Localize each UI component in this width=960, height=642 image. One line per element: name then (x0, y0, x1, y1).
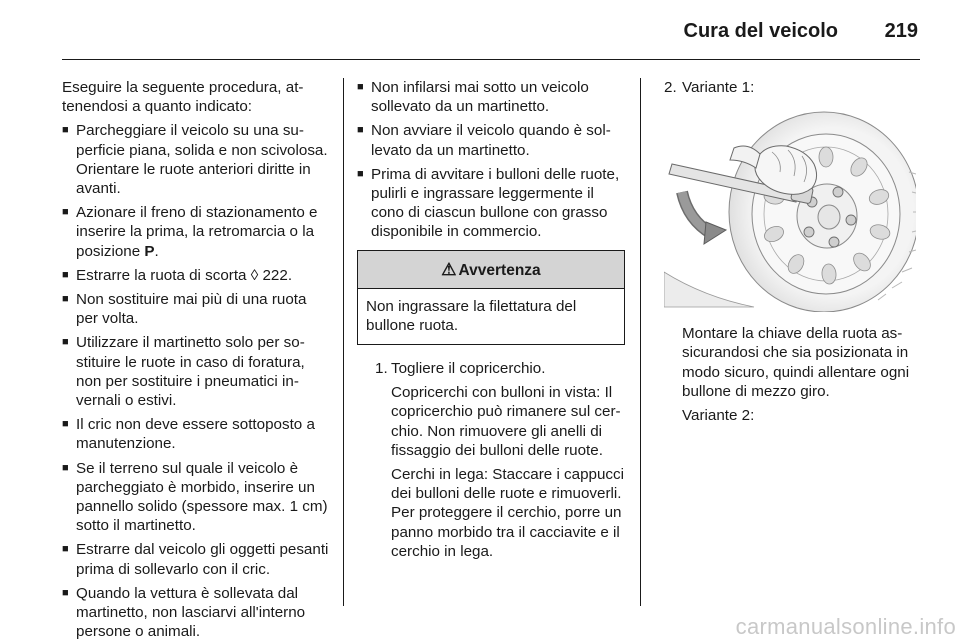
page-header (0, 0, 960, 62)
warning-icon: ⚠ (441, 259, 457, 279)
header-divider (62, 59, 920, 60)
wheel-wrench-illustration (664, 102, 916, 312)
step-number: 2. (664, 79, 677, 96)
list-item: ■ Utilizzare il martinetto solo per sostituire le ruote in caso di foratura, non per sostituire i pneumatici invernali o estivi. (62, 333, 330, 410)
list-item: ■ Estrarre la ruota di scorta ◊ 222. (62, 266, 330, 285)
column-left (62, 78, 330, 642)
column-middle (357, 78, 625, 566)
procedure-list (62, 121, 330, 641)
list-item: ■ Parcheggiare il veicolo su una superficie piana, solida e non scivolosa. Orientare le ruote anteriori diritte in avanti. (62, 121, 330, 198)
warning-title: Avvertenza (458, 261, 541, 279)
step-number: 1. (375, 360, 388, 378)
warning-text: Non ingrassare la filettatura del bullone ruota. (366, 297, 577, 334)
list-item: ■ Se il terreno sul quale il veicolo è parcheggiato è morbido, inserire un pannello solido (spessore max. 1 cm) sotto il martinetto. (62, 459, 330, 536)
column-right (664, 78, 926, 430)
step-1-paragraph: Cerchi in lega: Staccare i cappucci dei bulloni delle ruote e rimuoverli. Per proteggere il cerchio, porre un panno morbido tra il cacciavite e il cerchio in lega. (391, 466, 624, 560)
step-label: Togliere il copricerchio. (391, 360, 546, 378)
page-reference-link[interactable]: 222. (262, 266, 293, 284)
step-1-paragraph: Copricerchi con bulloni in vista: Il copricerchio può rimanere sul cerchio. Non rimuovere gli anelli di fissaggio dei bulloni delle ruote. (391, 384, 621, 459)
list-item: ■ Non sostituire mai più di una ruota per volta. (62, 290, 330, 328)
list-item: ■ Il cric non deve essere sottoposto a manutenzione. (62, 415, 330, 453)
step-2-paragraph: Montare la chiave della ruota assicurandosi che sia posizionata in modo sicuro, quindi allentare ogni bullone di mezzo giro. (682, 325, 910, 400)
list-item: ■ Prima di avvitare i bulloni delle ruote, pulirli e ingrassare leggermente il cono di ciascun bullone con grasso disponibile in commercio. (357, 165, 625, 242)
step-1 (357, 359, 625, 378)
list-item: ■ Azionare il freno di stazionamento e inserire la prima, la retromarcia o la posizione P. (62, 203, 330, 261)
step-label: Variante 1: (682, 79, 755, 96)
step-2 (664, 78, 926, 97)
gear-position-p: P (144, 242, 155, 260)
column-divider-2 (640, 78, 641, 606)
reference-arrow-icon: ◊ (250, 266, 259, 284)
list-item: ■ Estrarre dal veicolo gli oggetti pesanti prima di sollevarlo con il cric. (62, 540, 330, 578)
warning-header (358, 251, 624, 289)
safety-list (357, 78, 625, 242)
section-title: Cura del veicolo (683, 20, 838, 42)
variant-2-label: Variante 2: (682, 407, 755, 425)
list-item: ■ Quando la vettura è sollevata dal martinetto, non lasciarvi all'interno persone o animali. (62, 584, 330, 642)
list-item: ■ Non infilarsi mai sotto un veicolo sollevato da un martinetto. (357, 78, 625, 116)
footer-watermark: carmanualsonline.info (735, 614, 956, 639)
warning-box (357, 250, 625, 345)
intro-paragraph: Eseguire la seguente procedura, attenendosi a quanto indicato: (62, 79, 304, 116)
column-divider-1 (343, 78, 344, 606)
page-number: 219 (884, 20, 918, 42)
list-item: ■ Non avviare il veicolo quando è sollevato da un martinetto. (357, 121, 625, 159)
